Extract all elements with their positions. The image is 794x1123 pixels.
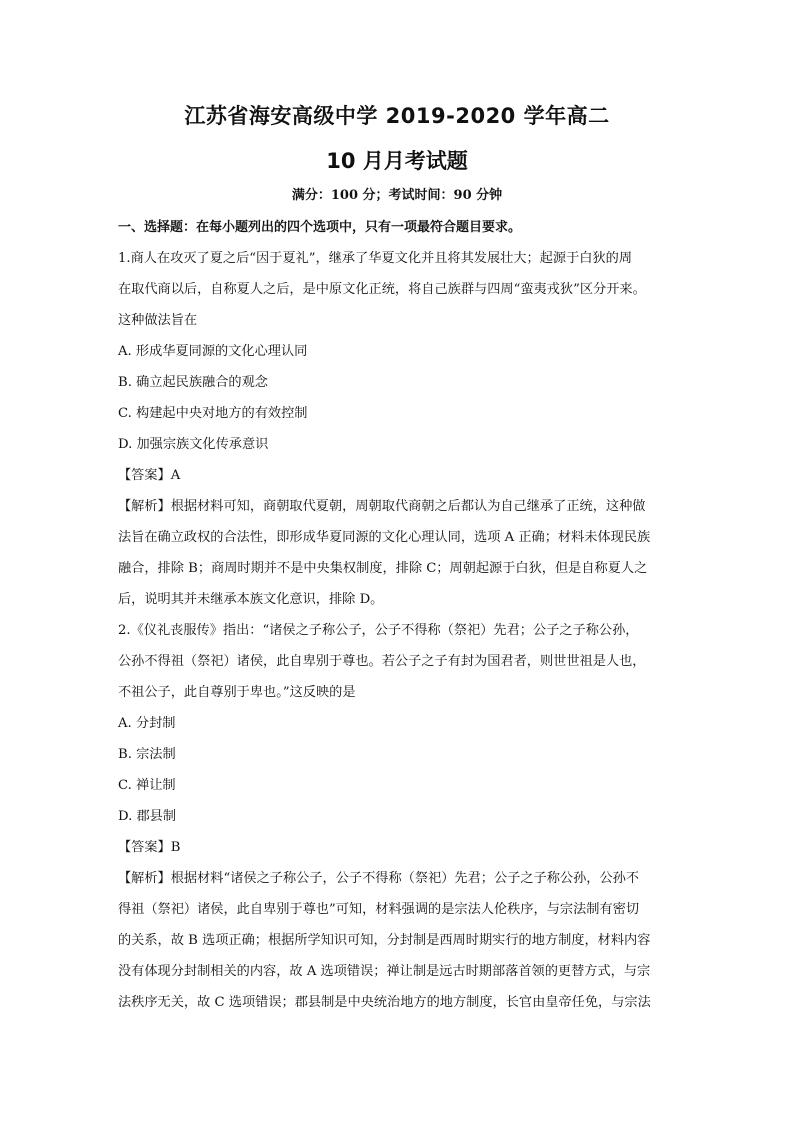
question-1-answer: 【答案】A (118, 468, 181, 483)
document-title: 江苏省海安高级中学 2019-2020 学年高二 (184, 104, 610, 128)
question-2 (118, 615, 678, 1018)
question-2-analysis-line: 得祖（祭祀）诸侯，此自卑别于尊也”可知，材料强调的是宗法人伦秩序，与宗法制有密切 (118, 902, 640, 917)
question-2-option-a: A. 分封制 (118, 716, 176, 731)
question-1-option-c: C. 构建起中央对地方的有效控制 (118, 406, 308, 421)
document-subtitle: 10 月月考试题 (326, 149, 468, 173)
section-heading: 一、选择题：在每小题列出的四个选项中，只有一项最符合题目要求。 (118, 220, 522, 235)
question-1-analysis-line: 后，说明其并未继承本族文化意识，排除 D。 (118, 592, 384, 607)
question-2-option-b: B. 宗法制 (118, 747, 176, 762)
question-1 (118, 243, 678, 615)
question-1-option-b: B. 确立起民族融合的观念 (118, 375, 268, 390)
question-2-option-c: C. 禅让制 (118, 778, 176, 793)
question-2-analysis-line: 的关系，故 B 选项正确；根据所学知识可知，分封制是西周时期实行的地方制度，材料内容 (118, 933, 651, 948)
question-2-option-d: D. 郡县制 (118, 809, 177, 824)
question-1-stem-line: 在取代商以后，自称夏人之后，是中原文化正统，将自己族群与四周“蛮夷戎狄”区分开来。 (118, 282, 646, 297)
question-1-option-a: A. 形成华夏同源的文化心理认同 (118, 344, 308, 359)
question-2-stem-line: 公孙不得祖（祭祀）诸侯，此自卑别于尊也。若公子之子有封为国君者，则世世祖是人也， (118, 654, 646, 669)
question-1-analysis-line: 法旨在确立政权的合法性，即形成华夏同源的文化心理认同，选项 A 正确；材料未体现民族 (118, 530, 651, 545)
document-body (118, 212, 678, 1018)
question-2-analysis-line: 法秩序无关，故 C 选项错误；郡县制是中央统治地方的地方制度，长官由皇帝任免，与宗法 (118, 995, 651, 1010)
question-1-analysis-line: 【解析】根据材料可知，商朝取代夏朝，周朝取代商朝之后都认为自己继承了正统，这种做 (118, 499, 646, 514)
question-2-answer: 【答案】B (118, 840, 181, 855)
question-1-analysis-line: 融合，排除 B；商周时期并不是中央集权制度，排除 C；周朝起源于白狄，但是自称夏人之 (118, 561, 648, 576)
question-2-stem-line: 不祖公子，此自尊别于卑也。”这反映的是 (118, 685, 356, 700)
question-2-stem-line: 2.《仪礼丧服传》指出：“诸侯之子称公子，公子不得称（祭祀）先君；公子之子称公孙， (118, 623, 639, 638)
question-1-stem-line: 这种做法旨在 (118, 313, 198, 328)
exam-meta: 满分：100 分；考试时间：90 分钟 (291, 188, 503, 203)
question-2-analysis-line: 【解析】根据材料“诸侯之子称公子，公子不得称（祭祀）先君；公子之子称公孙，公孙不 (118, 871, 640, 886)
question-1-option-d: D. 加强宗族文化传承意识 (118, 437, 269, 452)
question-1-stem-line: 1.商人在攻灭了夏之后“因于夏礼”，继承了华夏文化并且将其发展壮大；起源于白狄的周 (118, 251, 632, 266)
question-2-analysis-line: 没有体现分封制相关的内容，故 A 选项错误；禅让制是远古时期部落首领的更替方式，与宗 (118, 964, 651, 979)
